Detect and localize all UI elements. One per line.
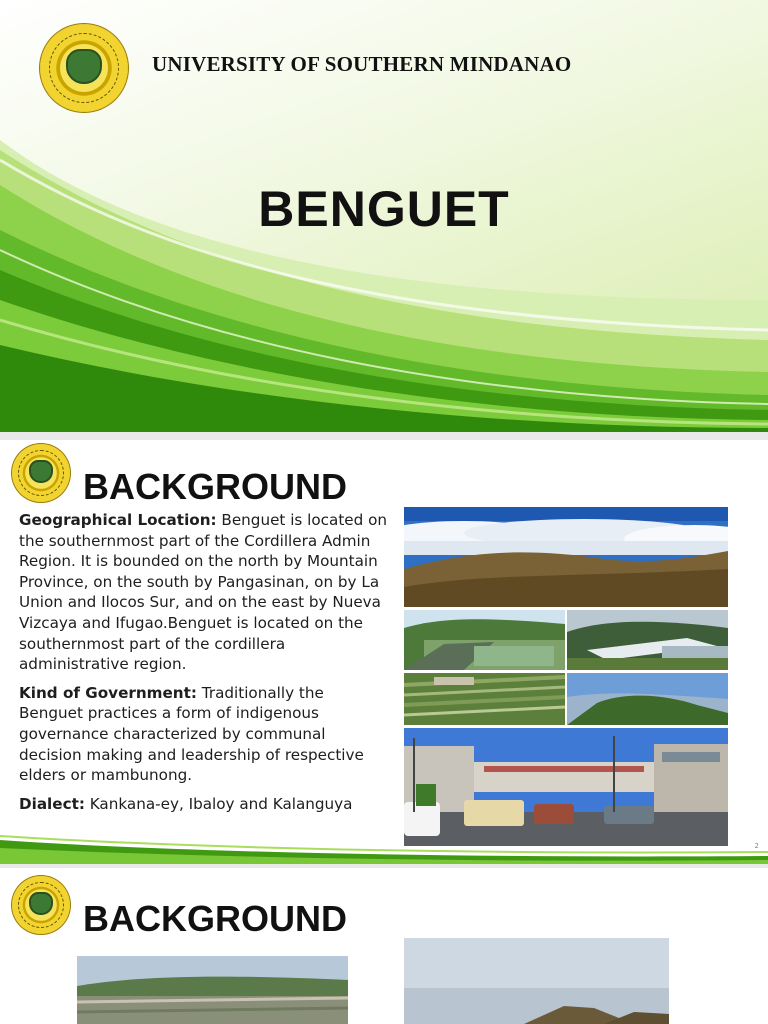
paragraph-text: Kankana-ey, Ibaloy and Kalanguya (84, 794, 353, 813)
paragraph-label: Dialect: (19, 794, 85, 813)
slide-divider (0, 432, 768, 440)
dam-reservoir-photo (404, 610, 565, 670)
university-seal-icon (40, 24, 128, 112)
university-seal-icon (12, 876, 70, 934)
background-text (19, 510, 387, 822)
dam-spillway-photo (567, 610, 728, 670)
university-seal-icon (12, 444, 70, 502)
geographical-location-paragraph (19, 510, 387, 675)
sea-of-clouds-photo (404, 507, 728, 607)
background-slide-continued (0, 868, 768, 1024)
paragraph-label: Kind of Government: (19, 683, 197, 702)
valley-town-photo (77, 956, 348, 1024)
kind-of-government-paragraph (19, 683, 387, 786)
town-street-photo (404, 728, 728, 846)
section-heading: BACKGROUND (83, 898, 347, 939)
section-heading: BACKGROUND (83, 466, 347, 507)
slide-title: BENGUET (258, 181, 510, 237)
paragraph-text: Benguet is located on the southernmost part of the Cordillera Admin Region. It is bounded on the north by Mountain Province, on the south by Pangasinan, on by La Union and Ilocos Sur, and on the east by Nueva Vizcaya and Ifugao.Benguet is located on the southernmost part of the cordillera administrative region. (19, 511, 388, 674)
university-name: UNIVERSITY OF SOUTHERN MINDANAO (152, 52, 572, 76)
background-slide (0, 440, 768, 864)
title-slide (0, 0, 768, 432)
paragraph-text: Traditionally the Benguet practices a form of indigenous governance characterized by communal decision making and leadership of respective elders or mambunong. (19, 683, 364, 785)
page-number: 2 (754, 842, 759, 850)
dialect-paragraph (19, 794, 387, 815)
green-swoosh-decoration (0, 834, 768, 864)
mountain-peak-photo (404, 938, 669, 1024)
rice-terraces-photo (404, 673, 565, 725)
mountain-ridge-photo (567, 673, 728, 725)
paragraph-label: Geographical Location: (19, 511, 217, 529)
